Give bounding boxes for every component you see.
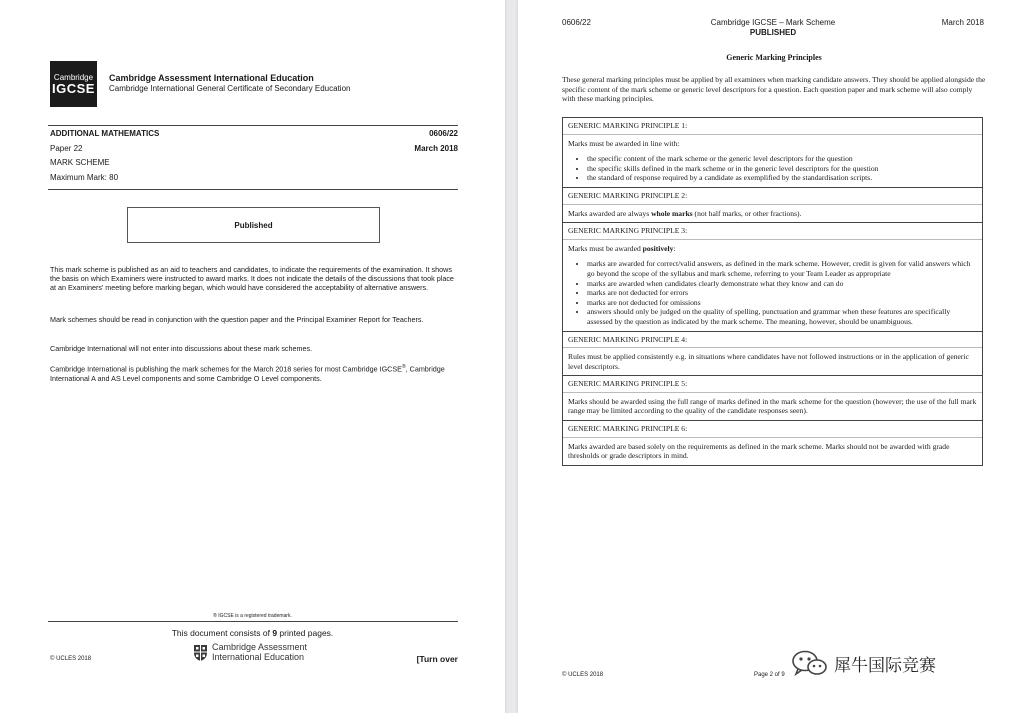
- page-count: 9: [272, 628, 278, 638]
- principle-4: [563, 331, 982, 376]
- list-item: • answers should only be judged on the quality of spelling, punctuation and grammar when these features are specifically assessed by the question as indicated by the mark scheme. The meaning, however, should be unambiguous.: [587, 307, 977, 326]
- principle-2: [563, 187, 982, 222]
- footer-logo-line2: International Education: [212, 651, 305, 662]
- trademark-note: ® IGCSE is a registered trademark.: [213, 613, 292, 619]
- watermark-text: 犀牛国际竞赛: [834, 655, 936, 675]
- max-mark: Maximum Mark: 80: [50, 173, 119, 182]
- list-item: • the specific skills defined in the mark scheme or in the generic level descriptors for the question: [587, 164, 977, 174]
- list-item: • the standard of response required by a candidate as exemplified by the standardisation scripts.: [587, 173, 977, 183]
- principle-text-bold: positively: [642, 243, 674, 253]
- header-status: PUBLISHED: [749, 28, 797, 37]
- principle-text: Rules must be applied consistently e.g. in situations where candidates have not followed instructions or in the application of generic level descriptors.: [568, 352, 969, 371]
- paragraph-4-b: , Cambridge International A and AS Level components and some Cambridge O Level components.: [50, 364, 445, 383]
- footer-logo-line1: Cambridge Assessment: [212, 642, 308, 652]
- published-label: Published: [234, 220, 273, 230]
- principle-text: Marks must be awarded in line with:: [568, 138, 680, 148]
- principle-heading: GENERIC MARKING PRINCIPLE 4:: [563, 332, 982, 349]
- logo-small-text: Cambridge: [53, 72, 94, 82]
- paragraph-2: Mark schemes should be read in conjunction with the question paper and the Principal Examiner Report for Teachers.: [50, 315, 424, 324]
- paragraph-4-a: Cambridge International is publishing the mark schemes for the March 2018 series for most Cambridge IGCSE: [50, 364, 402, 374]
- crest-icon: [193, 644, 208, 662]
- divider: [48, 125, 458, 126]
- paper-code: 0606/22: [429, 129, 458, 138]
- wechat-icon: [790, 648, 830, 678]
- session: March 2018: [414, 144, 458, 153]
- paragraph-4: [50, 363, 460, 383]
- principle-text-bold: whole marks: [651, 208, 693, 218]
- principle-text-a: Marks must be awarded: [568, 243, 643, 253]
- registered-mark: ®: [401, 364, 406, 370]
- list-item: • marks are not deducted for errors: [587, 288, 977, 298]
- cambridge-assessment-logo: [193, 643, 307, 662]
- header-code: 0606/22: [562, 18, 591, 27]
- intro-paragraph: These general marking principles must be applied by all examiners when marking candidate answers. They should be applied alongside the specific content of the mark scheme or generic level descriptors for a question. Each question paper and mark scheme will also comply with these marking principles.: [562, 75, 986, 104]
- paragraph-3: Cambridge International will not enter into discussions about these mark schemes.: [50, 344, 313, 353]
- watermark: [790, 648, 936, 678]
- page-count-note: [0, 628, 505, 638]
- principle-heading: GENERIC MARKING PRINCIPLE 5:: [563, 376, 982, 393]
- copyright: © UCLES 2018: [50, 656, 92, 662]
- list-item: • marks are awarded when candidates clearly demonstrate what they know and can do: [587, 279, 977, 289]
- document-page-1: [0, 0, 505, 713]
- subject: ADDITIONAL MATHEMATICS: [50, 129, 160, 138]
- list-item: • the specific content of the mark scheme or the generic level descriptors for the question: [587, 154, 977, 164]
- header-title: Cambridge IGCSE – Mark Scheme: [710, 18, 836, 27]
- org-name: Cambridge Assessment International Education: [109, 73, 314, 83]
- published-box: [127, 207, 380, 243]
- list-item: • marks are awarded for correct/valid answers, as defined in the mark scheme. However, credit is given for valid answers which go beyond the scope of the syllabus and mark scheme, referring to your Team Leader as appropriate: [587, 259, 977, 278]
- page-number: Page 2 of 9: [754, 672, 785, 678]
- doc-type: MARK SCHEME: [50, 158, 110, 167]
- igcse-logo: [50, 61, 97, 107]
- copyright: © UCLES 2018: [562, 672, 604, 678]
- paragraph-1: This mark scheme is published as an aid to teachers and candidates, to indicate the requirements of the examination. It shows the basis on which Examiners were instructed to award marks. It does not indicate the details of the discussions that took place at an Examiners' meeting before marking began, which would have considered the acceptability of alternative answers.: [50, 265, 454, 293]
- principle-text-a: Marks awarded are always: [568, 208, 652, 218]
- document-page-2: [518, 0, 1024, 713]
- logo-big-text: IGCSE: [52, 80, 95, 96]
- paper-number: Paper 22: [50, 144, 83, 153]
- principle-heading: GENERIC MARKING PRINCIPLE 3:: [563, 223, 982, 240]
- principle-text: Marks awarded are based solely on the requirements as defined in the mark scheme. Marks should not be awarded with grade thresholds or grade descriptors in mind.: [568, 441, 950, 461]
- principle-text: [568, 209, 977, 219]
- consists-a: This document consists of: [171, 628, 273, 638]
- org-subtitle: Cambridge International General Certificate of Secondary Education: [109, 84, 351, 93]
- principle-text: Marks should be awarded using the full range of marks defined in the mark scheme for the question (however; the use of the full mark range may be limited according to the quality of the candidate responses seen).: [568, 396, 977, 416]
- header-date: March 2018: [941, 18, 984, 27]
- principle-1: [563, 118, 982, 187]
- turn-over: [Turn over: [416, 654, 458, 664]
- principle-heading: GENERIC MARKING PRINCIPLE 1:: [563, 118, 982, 135]
- consists-b: printed pages.: [277, 628, 334, 638]
- principle-heading: GENERIC MARKING PRINCIPLE 6:: [563, 421, 982, 438]
- principle-3: [563, 222, 982, 330]
- section-title: Generic Marking Principles: [726, 53, 822, 62]
- principle-text-b: :: [673, 243, 676, 253]
- principle-text: [568, 244, 977, 254]
- principle-text-b: (not half marks, or other fractions).: [692, 208, 802, 218]
- list-item: • marks are not deducted for omissions: [587, 298, 977, 308]
- principle-6: [563, 420, 982, 465]
- principle-5: [563, 375, 982, 420]
- divider: [48, 189, 458, 190]
- marking-principles-table: [562, 117, 983, 466]
- divider: [48, 621, 458, 622]
- principle-heading: GENERIC MARKING PRINCIPLE 2:: [563, 188, 982, 205]
